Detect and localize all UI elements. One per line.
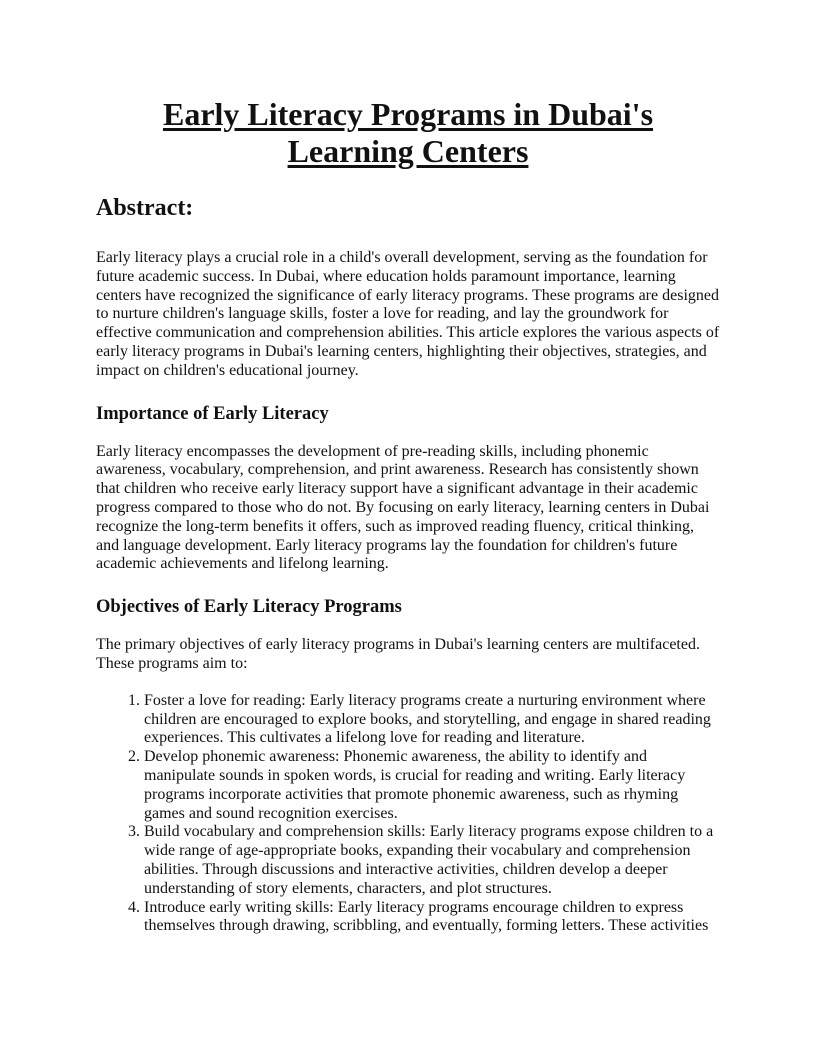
section-paragraph-importance: Early literacy encompasses the development of pre-reading skills, including phonemic awareness, vocabulary, comprehension, and print awareness. Research has consistently shown that children who receive early literacy support have a significant advantage in their academic progress compared to those who do not. By focusing on early literacy, learning centers in Dubai recognize the long-term benefits it offers, such as improved reading fluency, critical thinking, and language development. Early literacy programs lay the foundation for children's future academic achievements and lifelong learning. bbox=[96, 442, 710, 573]
section-paragraph-objectives: The primary objectives of early literacy programs in Dubai's learning centers are multifaceted. These programs aim to: bbox=[96, 636, 700, 672]
list-item: 2. Develop phonemic awareness: Phonemic awareness, the ability to identify and manipulate sounds in spoken words, is crucial for reading and writing. Early literacy programs incorporate activities that promote phonemic awareness, such as rhyming games and sound recognition exercises. bbox=[144, 748, 720, 823]
abstract-paragraph: Early literacy plays a crucial role in a child's overall development, serving as the foundation for future academic success. In Dubai, where education holds paramount importance, learning centers have recognized the significance of early literacy programs. These programs are designed to nurture children's language skills, foster a love for reading, and lay the groundwork for effective communication and comprehension abilities. This article explores the various aspects of early literacy programs in Dubai's learning centers, highlighting their objectives, strategies, and impact on children's educational journey. bbox=[96, 249, 720, 379]
section-heading-objectives: Objectives of Early Literacy Programs bbox=[96, 597, 402, 618]
document-page bbox=[96, 96, 720, 936]
section-heading-importance: Importance of Early Literacy bbox=[96, 403, 329, 424]
list-item: 3. Build vocabulary and comprehension skills: Early literacy programs expose children to a wide range of age-appropriate books, expanding their vocabulary and comprehension abilities. Through discussions and interactive activities, children develop a deeper understanding of story elements, characters, and plot structures. bbox=[144, 823, 720, 898]
abstract-heading: Abstract: bbox=[96, 195, 194, 221]
list-item: 4. Introduce early writing skills: Early literacy programs encourage children to express themselves through drawing, scribbling, and eventually, forming letters. These activities bbox=[144, 899, 720, 937]
document-title: Early Literacy Programs in Dubai's Learning Centers bbox=[162, 96, 654, 169]
list-item: 1. Foster a love for reading: Early literacy programs create a nurturing environment where children are encouraged to explore books, and storytelling, and engage in shared reading experiences. This cultivates a lifelong love for reading and literature. bbox=[144, 692, 720, 748]
objectives-list bbox=[96, 692, 720, 936]
